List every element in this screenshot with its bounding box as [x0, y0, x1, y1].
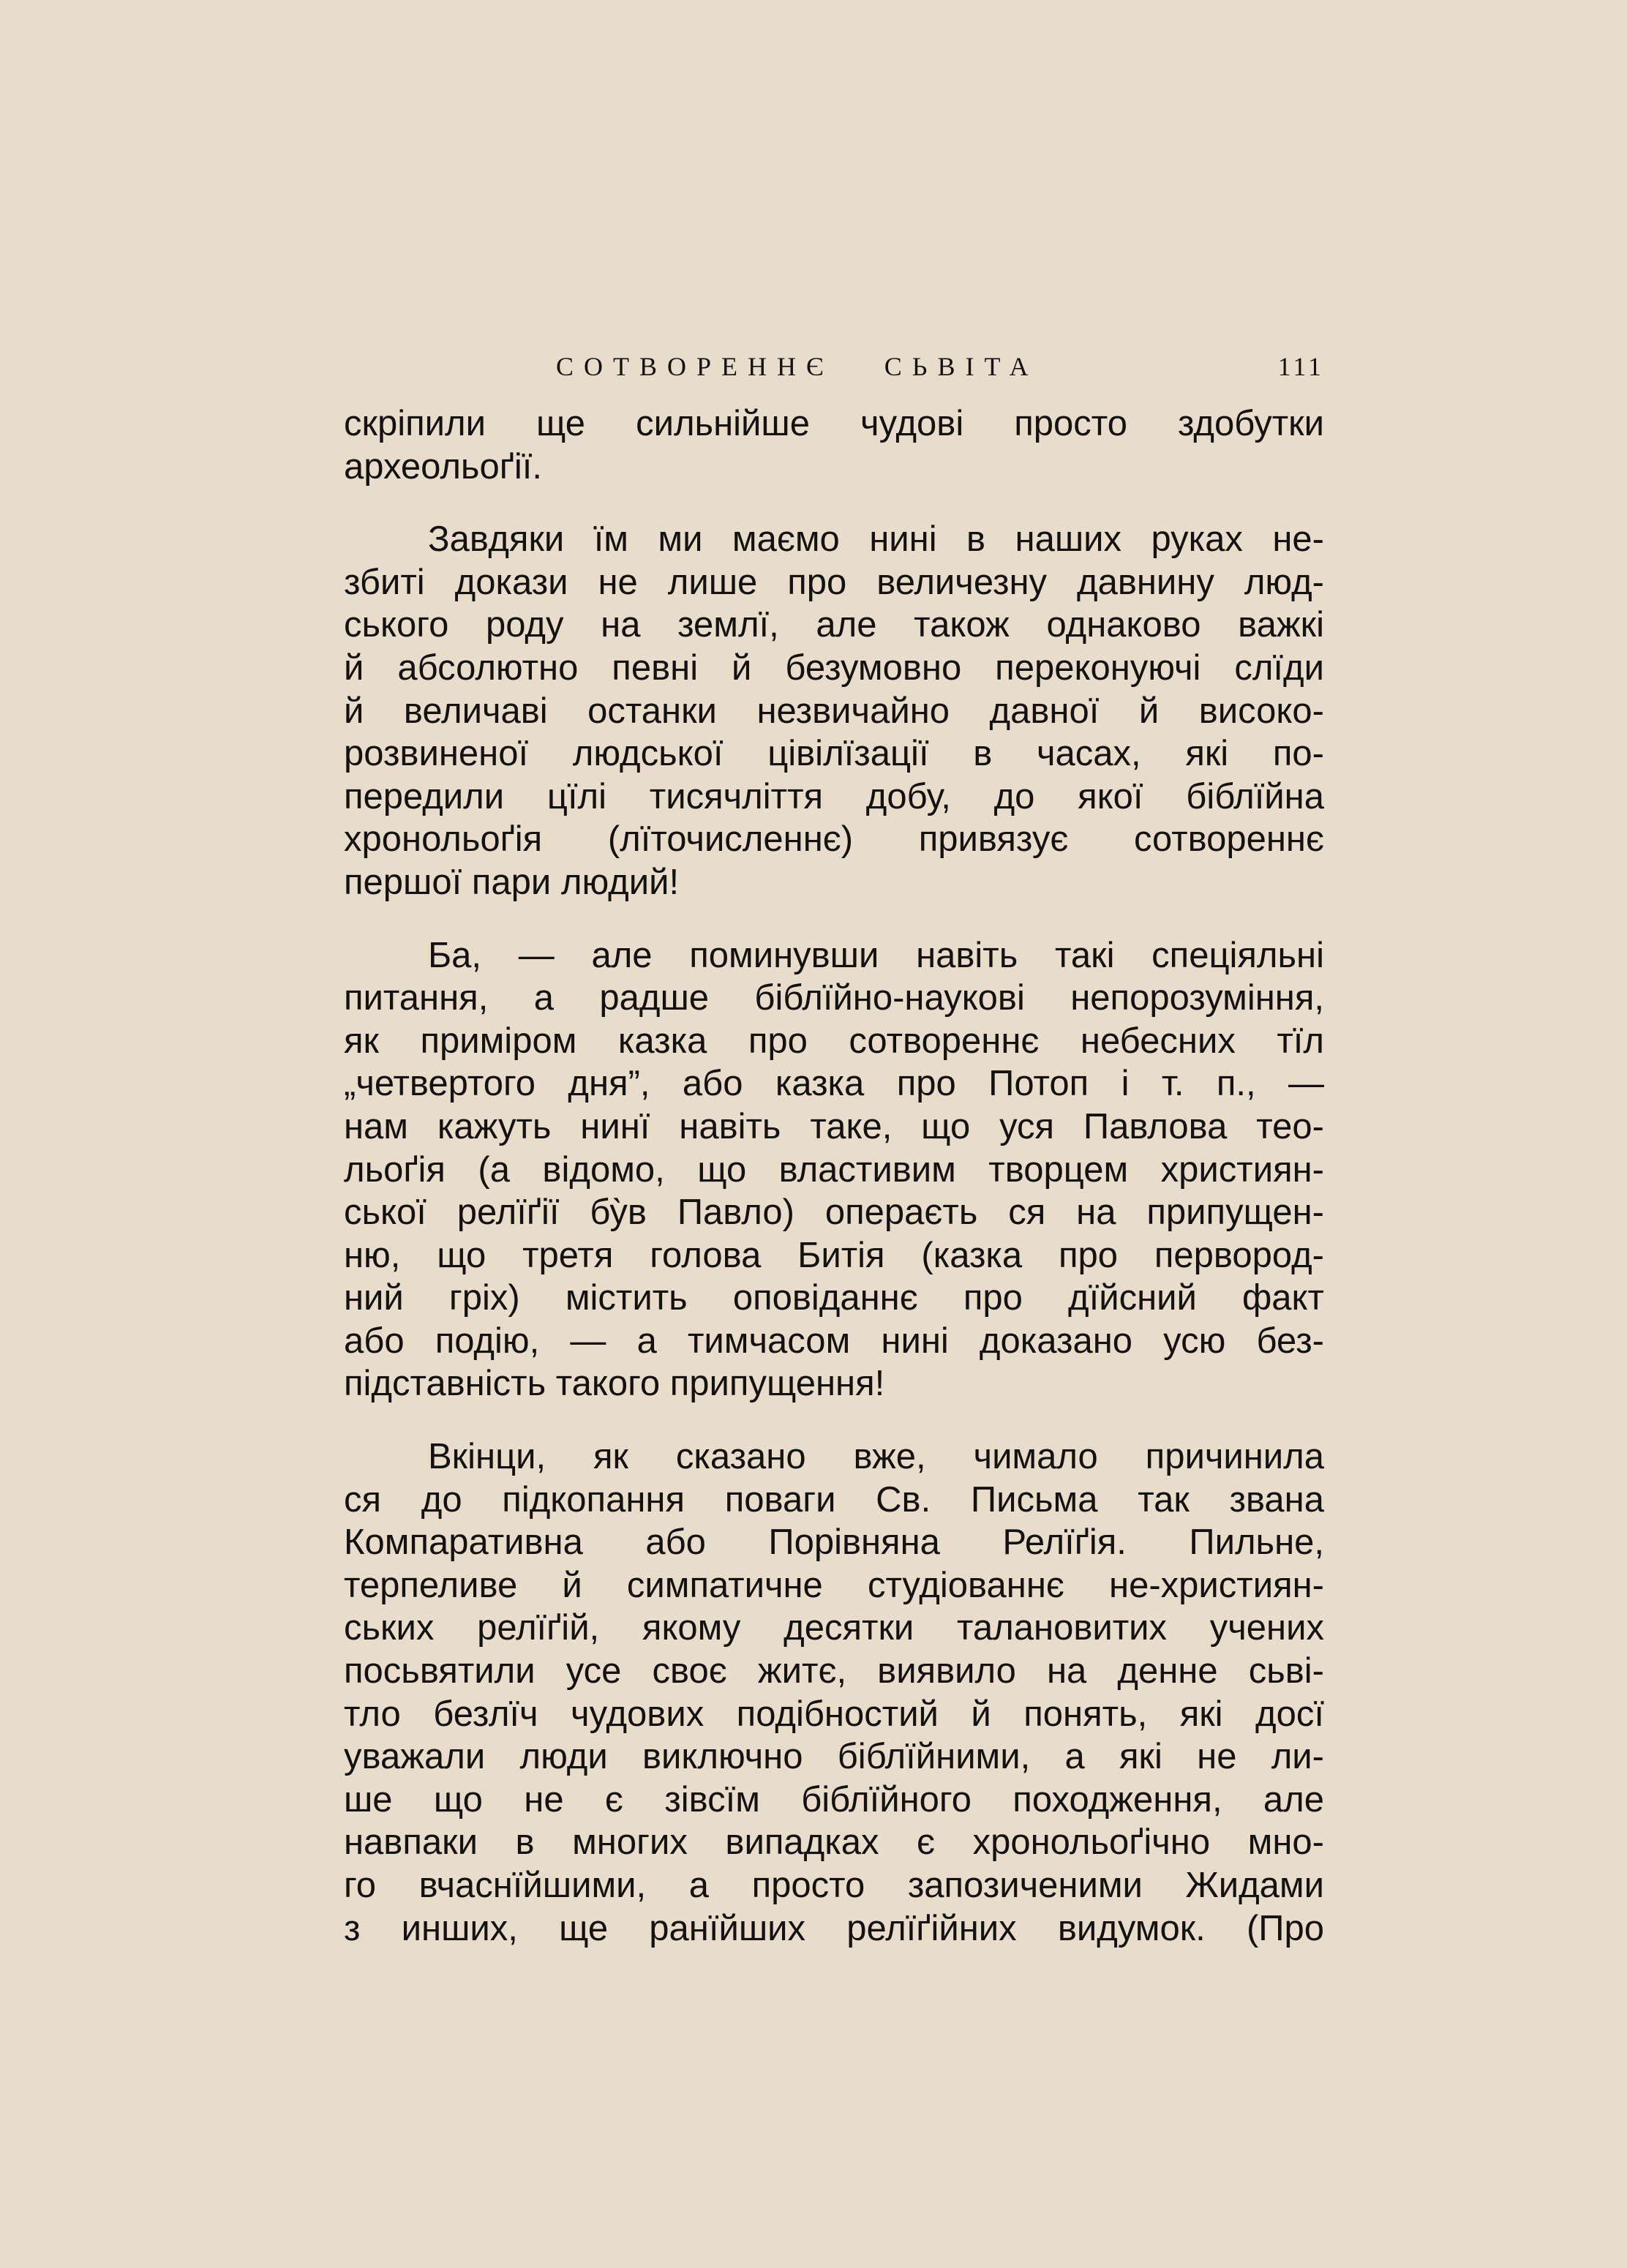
text-line: ше що не є зівсїм біблїйного походження, але — [344, 1779, 1324, 1820]
text-line: „четвертого дня”, або казка про Потоп і т. п., — — [344, 1064, 1324, 1104]
text-line: посьвятили усе своє житє, виявило на денне сьві- — [344, 1651, 1324, 1691]
text-line: передили цїлі тисячліття добу, до якої біблїйна — [344, 776, 1324, 816]
text-line: й величаві останки незвичайно давної й високо- — [344, 691, 1324, 731]
text-line: Компаративна або Порівняна Релїґія. Пильне, — [344, 1522, 1324, 1563]
text-line: археольоґії. — [344, 446, 542, 487]
text-line: скріпили ще сильнійше чудові просто здобутки — [344, 404, 1324, 443]
text-line: хронольоґія (лїточисленнє) привязує сотвореннє — [344, 819, 1324, 860]
text-line: Ба, — але поминувши навіть такі спеціяльні — [428, 935, 1324, 975]
text-line: ського роду на землї, але також однаково важкі — [344, 605, 1324, 645]
text-line: першої пари людий! — [344, 862, 680, 902]
paragraph-3 — [344, 934, 1324, 1406]
body-text — [344, 402, 1324, 1950]
text-line: ню, що третя голова Битія (казка про первород- — [344, 1235, 1324, 1275]
text-line: Завдяки їм ми маємо нині в наших руках не- — [428, 519, 1324, 560]
text-line: збиті докази не лише про величезну давнину люд- — [344, 562, 1324, 602]
running-title: СОТВОРЕННЄ СЬВІТА — [556, 352, 1039, 381]
running-head — [344, 344, 1324, 388]
text-line: нам кажуть нинї навіть таке, що уся Павлова тео- — [344, 1106, 1324, 1146]
text-line: як приміром казка про сотвореннє небесних тїл — [344, 1021, 1324, 1061]
text-line: ських релїґій, якому десятки талановитих учених — [344, 1608, 1324, 1648]
text-line: терпеливе й симпатичне студіованнє не-християн- — [344, 1565, 1324, 1605]
paragraph-4 — [344, 1435, 1324, 1950]
text-line: з инших, ще ранїйших релїґійних видумок. (Про — [344, 1908, 1324, 1948]
book-page — [344, 344, 1324, 1980]
text-line: тло безлїч чудових подібностий й понять, які досї — [344, 1694, 1324, 1734]
text-line: розвиненої людської цівілїзації в часах, які по- — [344, 734, 1324, 774]
text-line: питання, а радше біблїйно-наукові непорозуміння, — [344, 978, 1324, 1018]
text-line: уважали люди виключно біблїйними, а які не ли- — [344, 1737, 1324, 1777]
text-line: ний гріх) містить оповіданнє про дїйсний факт — [344, 1278, 1324, 1318]
text-line: або подію, — а тимчасом нині доказано усю без- — [344, 1321, 1324, 1361]
text-line: й абсолютно певні й безумовно переконуючі слїди — [344, 647, 1324, 688]
text-line: го вчаснїйшими, а просто запозиченими Жидами — [344, 1866, 1324, 1905]
text-line: Вкінци, як сказано вже, чимало причинила — [428, 1437, 1324, 1477]
text-line: ся до підкопання поваги Св. Письма так звана — [344, 1479, 1324, 1520]
text-line: підставність такого припущення! — [344, 1364, 885, 1404]
paragraph-1 — [344, 402, 1324, 488]
text-line: льоґія (а відомо, що властивим творцем християн- — [344, 1149, 1324, 1190]
page-number: 111 — [1277, 352, 1324, 381]
text-line: навпаки в многих випадках є хронольоґічно мно- — [344, 1822, 1324, 1863]
text-line: ської релїґії бу̀в Павло) операєть ся на припущен- — [344, 1193, 1324, 1233]
paragraph-2 — [344, 518, 1324, 904]
